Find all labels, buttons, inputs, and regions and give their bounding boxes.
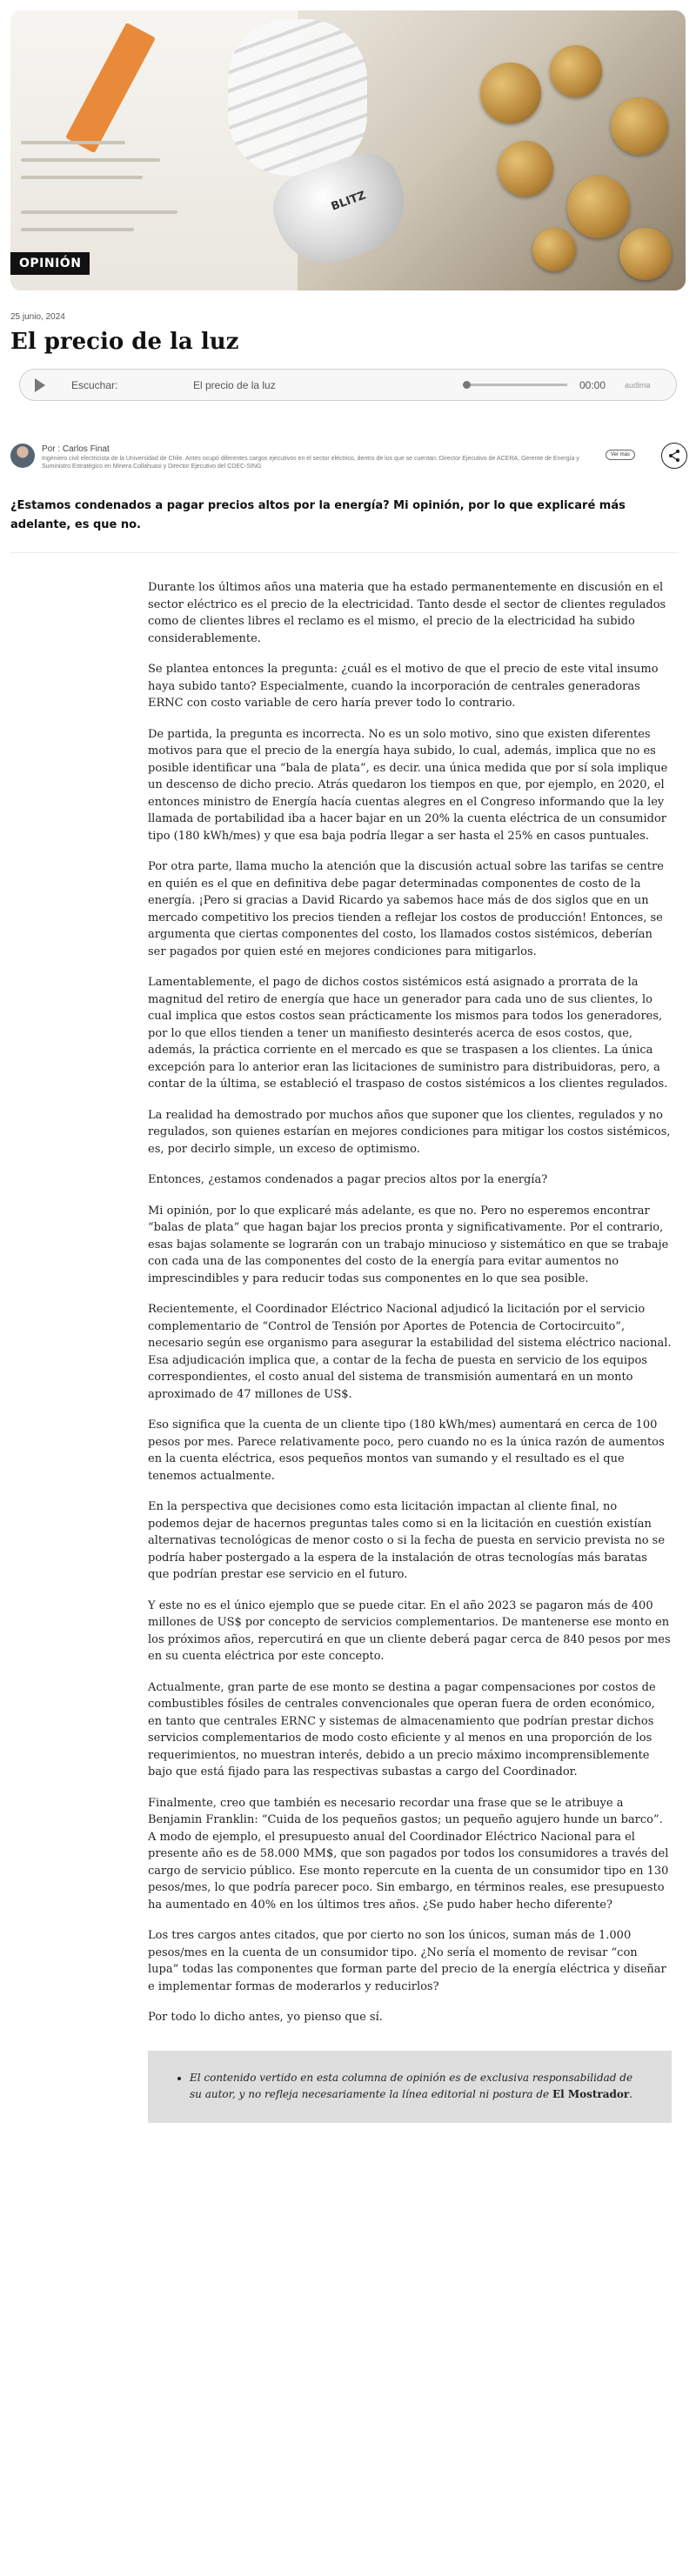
coin [498,141,553,197]
paragraph: La realidad ha demostrado por muchos años que suponer que los clientes, regulados y no regulados, son quienes estarían en mejores condiciones para mitigar los costos sistémicos, es, por decirlo simple, un exceso de optimismo. [148,1108,671,1156]
disclaimer-item [190,2070,646,2104]
paragraph: Finalmente, creo que también es necesario recordar una frase que se le atribuye a Benjamin Franklin: “Cuida de los pequeños gastos; un pequeño agujero hunde un barco”. A modo de ejemplo, el presupuesto anual del Coordinador Eléctrico Nacional para el presente año es de 58.000 MM$, que son pagados por todos los consumidores a través del cargo de servicio público. Ese monto repercute en la cuenta de un consumidor tipo en 130 pesos/mes, lo que podría parecer poco. Sin embargo, en términos reales, ese presupuesto ha aumentado en 40% en los últimos tres años. ¿Se pudo haber hecho diferente? [148,1796,669,1912]
disclaimer-text: El contenido vertido en esta columna de opinión es de exclusiva responsabilidad de su autor, y no refleja necesariamente la línea editorial ni postura de [190,2071,633,2100]
paragraph: Lamentablemente, el pago de dichos costos sistémicos está asignado a prorrata de la magnitud del retiro de energía que hace un generador para cada uno de sus clientes, lo cual implica que estos costos sean prácticamente los mismos para todos los generadores, por lo que ellos tienden a tener un manifiesto desinterés acerca de esos costos, que, además, la práctica corriente en el mercado es que se traspasen a los clientes. La única excepción para lo anterior eran las licitaciones de suministro para distribuidoras, pero, a contar de la última, se estableció el traspaso de costos sistémicos a los clientes regulados. [148,976,668,1091]
coin [480,63,541,123]
bulb-spiral [228,19,367,176]
article-body [148,553,672,2026]
paragraph: Y este no es el único ejemplo que se puede citar. En el año 2023 se pagaron más de 400 millones de US$ por concepto de servicios complementarios. De mantenerse ese monto en los próximos años, repercutirá en que un cliente deberá pagar cerca de 840 pesos por mes en su cuenta eléctrica por este concepto. [148,1598,671,1663]
player-brand[interactable]: audima [625,380,651,390]
share-button[interactable] [661,443,687,469]
article-title: El precio de la luz [10,329,239,355]
paragraph: Durante los últimos años una materia que ha estado permanentemente en discusión en el sector eléctrico es el precio de la electricidad. Tanto desde el sector de clientes regulados como de clientes libres el reclamo es el mismo, el precio de la electricidad ha subido considerablemente. [148,581,666,645]
paragraph: Recientemente, el Coordinador Eléctrico Nacional adjudicó la licitación por el servicio complementario de “Control de Tensión por Aportes de Potencia de Cortocircuito”, necesario según ese organismo para asegurar la estabilidad del sistema eléctrico nacional. Esa adjudicación implica que, a contar de la fecha de puesta en servicio de los equipos correspondientes, el costo anual del sistema de transmisión aumentará en un monto aproximado de 47 millones de US$. [148,1303,672,1401]
paragraph: En la perspectiva que decisiones como esta licitación impactan al cliente final, no podemos dejar de hacernos preguntas tales como si en la licitación en cuestión existían alternativas tecnológicas de menor costo o si la fecha de puesta en servicio prevista no se podría haber postergado a la espera de la instalación de otras tecnologías más baratas que podrían prestar ese servicio en el futuro. [148,1500,666,1581]
audio-player [19,369,677,401]
paragraph: Por todo lo dicho antes, yo pienso que sí. [148,2011,383,2024]
see-more-button[interactable]: Ver más [606,450,635,460]
disclaimer-end: . [629,2088,633,2100]
author-block [0,443,696,470]
listen-label: Escuchar: [71,378,118,391]
time-readout: 00:00 [579,378,606,391]
paragraph: Se plantea entonces la pregunta: ¿cuál es el motivo de que el precio de este vital insumo haya subido tanto? Especialmente, cuando la incorporación de centrales generadoras ERNC con costo variable de cero haría prever todo lo contrario. [148,663,659,710]
author-bio: Ingeniero civil electricista de la Universidad de Chile. Antes ocupó diferentes cargos ejecutivos en el sector eléctrico, dentro de los que se cuentan: Director Ejecutivo de ACERA, Gerente de Energía y Suministro Estratégico en Minera Collahuasi y Director Ejecutivo del CDEC-SING [42,456,579,470]
paragraph: Por otra parte, llama mucho la atención que la discusión actual sobre las tarifas se centre en quién es el que en definitiva debe pagar determinadas componentes de costo de la energía. ¡Pero si gracias a David Ricardo ya sabemos hace más de dos siglos que en un mercado competitivo los precios tienden a reflejar los costos de producción! Entonces, se argumenta que ciertas componentes del costo, los llamados costos sistémicos, deberían ser pagados por quien esté en mejores condiciones para mitigarlos. [148,860,664,958]
coin [611,97,668,155]
progress-slider[interactable] [463,384,567,386]
paragraph: Los tres cargos antes citados, que por cierto no son los únicos, suman más de 1.000 pesos/mes en la cuenta de un consumidor tipo. ¿No sería el momento de revisar “con lupa” todas las componentes que forman parte del precio de la energía eléctrica y diseñar e implementar formas de moderarlos y reducirlos? [148,1929,666,1993]
avatar[interactable] [10,444,35,468]
paragraph: Entonces, ¿estamos condenados a pagar precios altos por la energía? [148,1173,548,1186]
play-icon[interactable] [35,378,45,392]
paragraph: De partida, la pregunta es incorrecta. No es un solo motivo, sino que existen diferentes motivos para que el precio de la energía haya subido, lo cual, además, implica que no es posible identificar una “bala de plata”, es decir. una única medida que por sí sola implique un descenso de dicho precio. Atrás quedaron los tiempos en que, por ejemplo, en 2020, el entonces ministro de Energía hacía cuentas alegres en el Congreso informando que la ley llamada de portabilidad iba a hacer bajar en un 20% la cuenta eléctrica de un consumidor tipo (180 kWh/mes) y que esa baja podría llegar a ser hasta el 25% en casos puntuales. [148,727,668,843]
coin [619,228,672,280]
coin [567,176,630,238]
paragraph: Actualmente, gran parte de ese monto se destina a pagar compensaciones por costos de combustibles fósiles de centrales convencionales que operan fuera de orden económico, en tanto que centrales ERNC y sistemas de almacenamiento que podrían prestar dichos servicios complementarios de modo costo eficiente y al menos en una proporción de los requerimientos, no muestran interés, debido a un precio máximo incomprensiblemente bajo que está fijado para las respectivas subastas a cargo del Coordinador. [148,1680,656,1779]
disclaimer-box [148,2051,672,2123]
hero-image [10,10,686,290]
category-tag[interactable]: OPINIÓN [10,252,90,275]
publish-date: 25 junio, 2024 [10,312,65,322]
paragraph: Eso significa que la cuenta de un cliente tipo (180 kWh/mes) aumentará en cerca de 100 pesos por mes. Parece relativamente poco, pero cuando no es la única razón de aumentos en la cuenta eléctrica, esos pequeños montos van sumando y el resultado es el que tenemos actualmente. [148,1418,665,1483]
outlet-name: El Mostrador [552,2088,630,2100]
coin [550,45,602,97]
article-lead: ¿Estamos condenados a pagar precios altos por la energía? Mi opinión, por lo que explicaré más adelante, es que no. [10,499,626,531]
share-icon [667,449,681,463]
coin [532,228,576,271]
paragraph: Mi opinión, por lo que explicaré más adelante, es que no. Pero no esperemos encontrar “balas de plata” que hagan bajar los precios pronta y significativamente. Por el contrario, esas bajas solamente se lograrán con un trabajo minucioso y sistemático en que se trabaje con cada una de las componentes del costo de la energía para evitar aumentos no imprescindibles y para reducir todas sus componentes en lo que sea posible. [148,1204,669,1285]
author-name[interactable]: Por : Carlos Finat [42,444,110,454]
bulb-brand: BLITZ [329,189,368,214]
track-title: El precio de la luz [193,378,276,391]
progress-knob[interactable] [463,381,471,389]
